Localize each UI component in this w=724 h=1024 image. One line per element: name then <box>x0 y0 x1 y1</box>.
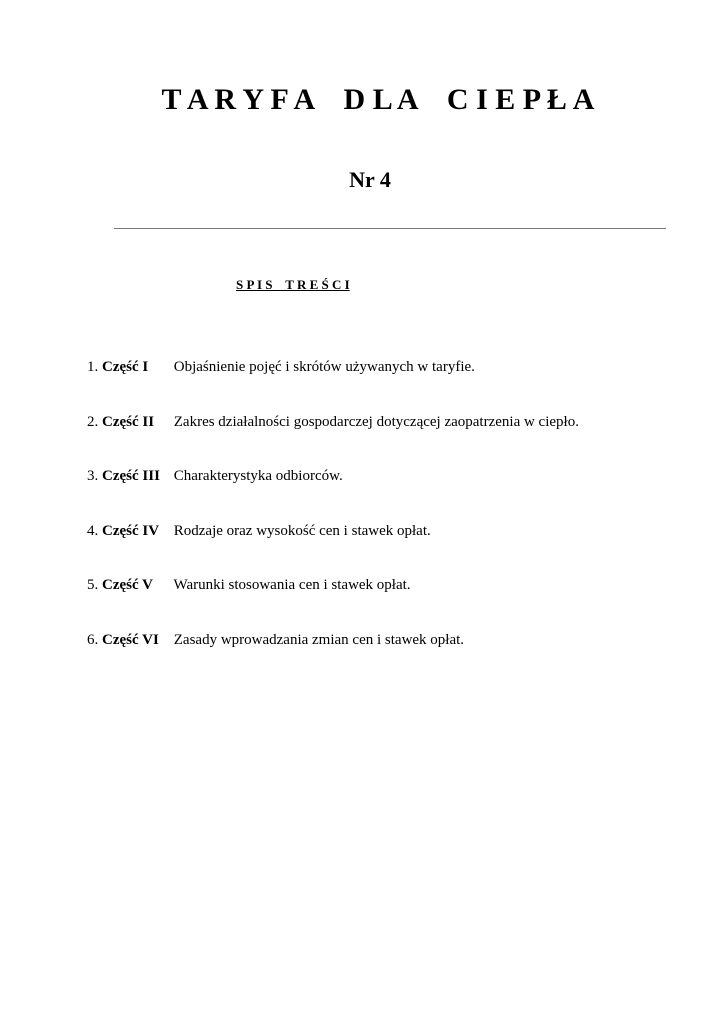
toc-item-description: Rodzaje oraz wysokość cen i stawek opłat. <box>173 522 431 539</box>
toc-item-description: Objaśnienie pojęć i skrótów używanych w taryfie. <box>173 359 475 375</box>
toc-item-part: Część III <box>102 468 160 485</box>
toc-item-5 <box>87 575 579 630</box>
toc-item-number: 1. <box>87 359 99 375</box>
toc-item-number: 5. <box>87 577 99 594</box>
toc-item-1 <box>87 357 579 412</box>
toc-heading: S P I S T R E Ś C I <box>236 277 350 292</box>
toc-item-part: Część II <box>102 413 155 430</box>
toc-item-number: 6. <box>87 631 99 648</box>
toc-item-6 <box>87 630 579 685</box>
toc-item-4 <box>87 521 579 576</box>
toc-item-number: 4. <box>87 522 99 539</box>
toc-item-part: Część V <box>102 577 153 594</box>
toc-item-description: Zakres działalności gospodarczej dotyczącej zaopatrzenia w ciepło. <box>173 413 579 430</box>
toc-item-part: Część VI <box>102 631 159 648</box>
document-title: T A R Y F A D L A C I E P Ł A <box>161 83 595 116</box>
table-of-contents <box>87 357 579 685</box>
toc-item-part: Część I <box>102 359 149 375</box>
toc-item-description: Warunki stosowania cen i stawek opłat. <box>173 577 411 594</box>
toc-item-number: 2. <box>87 413 99 430</box>
horizontal-divider <box>114 228 666 229</box>
toc-item-description: Charakterystyka odbiorców. <box>173 468 343 485</box>
toc-item-description: Zasady wprowadzania zmian cen i stawek opłat. <box>173 631 465 648</box>
toc-item-number: 3. <box>87 468 99 485</box>
document-number: Nr 4 <box>349 167 391 192</box>
toc-item-3 <box>87 466 579 521</box>
toc-item-part: Część IV <box>102 522 160 539</box>
toc-item-2 <box>87 412 579 467</box>
